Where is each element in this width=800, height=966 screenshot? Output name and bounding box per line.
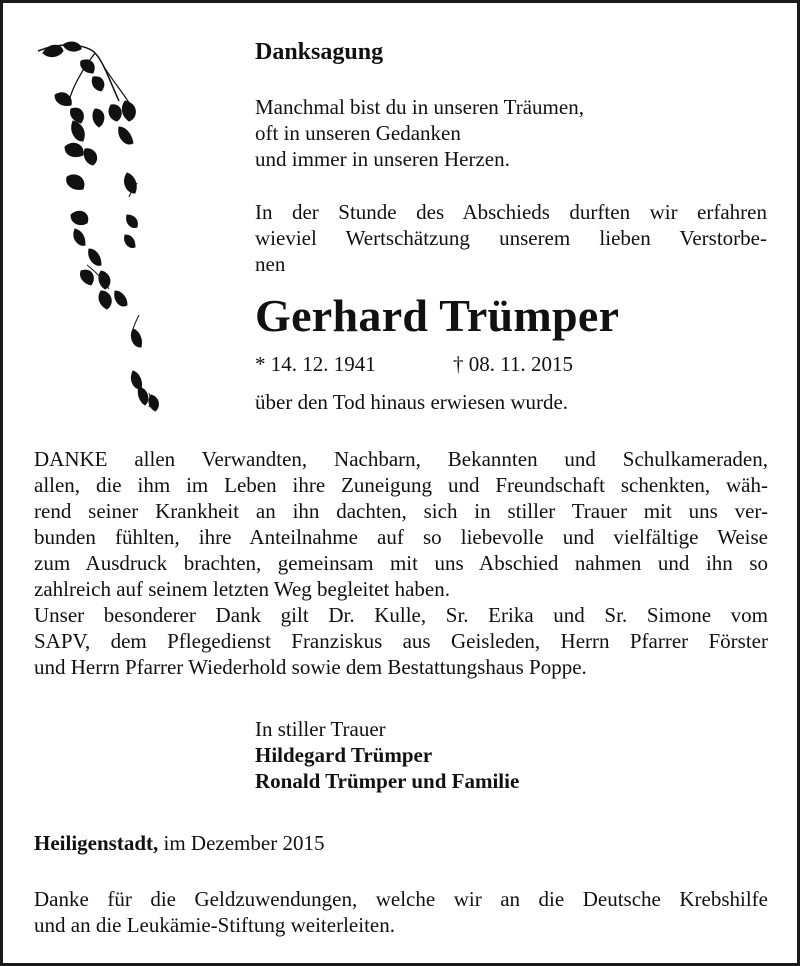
intro-line: In der Stunde des Abschieds durften wir erfahren xyxy=(255,200,767,224)
poem-line: und immer in unseren Herzen. xyxy=(255,147,510,171)
poem-line: Manchmal bist du in unseren Träumen, xyxy=(255,95,584,119)
thanks-line: DANKE allen Verwandten, Nachbarn, Bekannten und Schulkameraden, xyxy=(34,447,768,471)
donation-line: Danke für die Geldzuwendungen, welche wir an die Deutsche Krebshilfe xyxy=(34,887,768,911)
date: im Dezember 2015 xyxy=(163,831,325,855)
thanks-line: allen, die ihm im Leben ihre Zuneigung und Freundschaft schenkten, wäh- xyxy=(34,473,768,497)
signer-name: Ronald Trümper und Familie xyxy=(255,769,520,793)
place: Heiligenstadt, xyxy=(34,831,159,855)
special-thanks-line: Unser besonderer Dank gilt Dr. Kulle, Sr. Erika und Sr. Simone vom xyxy=(34,603,768,627)
mourning-label: In stiller Trauer xyxy=(255,717,386,741)
deceased-name: Gerhard Trümper xyxy=(255,290,620,341)
intro-text xyxy=(255,199,767,251)
thanks-line: rend seiner Krankheit an ihn dachten, sich in stiller Trauer mit uns ver- xyxy=(34,499,768,523)
death-date: † 08. 11. 2015 xyxy=(453,352,573,376)
falling-leaves-icon xyxy=(33,39,183,419)
thanks-line: zahlreich auf seinem letzten Weg begleitet haben. xyxy=(34,577,450,601)
birth-date: * 14. 12. 1941 xyxy=(255,352,376,376)
special-thanks-line: und Herrn Pfarrer Wiederhold sowie dem Bestattungshaus Poppe. xyxy=(34,655,587,679)
special-thanks xyxy=(34,602,768,654)
donation-line: und an die Leukämie-Stiftung weiterleiten. xyxy=(34,913,395,937)
poem xyxy=(255,94,584,172)
donation-note xyxy=(34,886,768,912)
signer-name: Hildegard Trümper xyxy=(255,743,433,767)
place-date xyxy=(34,830,324,856)
thanks-line: bunden fühlten, ihre Anteilnahme auf so liebevolle und vielfältige Weise xyxy=(34,525,768,549)
outro-text: über den Tod hinaus erwiesen wurde. xyxy=(255,390,569,414)
poem-line: oft in unseren Gedanken xyxy=(255,121,461,145)
heading: Danksagung xyxy=(255,39,384,65)
thanks-paragraph xyxy=(34,446,768,576)
special-thanks-line: SAPV, dem Pflegedienst Franziskus aus Geisleden, Herrn Pfarrer Förster xyxy=(34,629,768,653)
intro-line: wieviel Wertschätzung unserem lieben Verstorbe- xyxy=(255,226,767,250)
thanks-line: zum Ausdruck brachten, gemeinsam mit uns Abschied nahmen und ihn so xyxy=(34,551,768,575)
intro-line: nen xyxy=(255,252,286,276)
